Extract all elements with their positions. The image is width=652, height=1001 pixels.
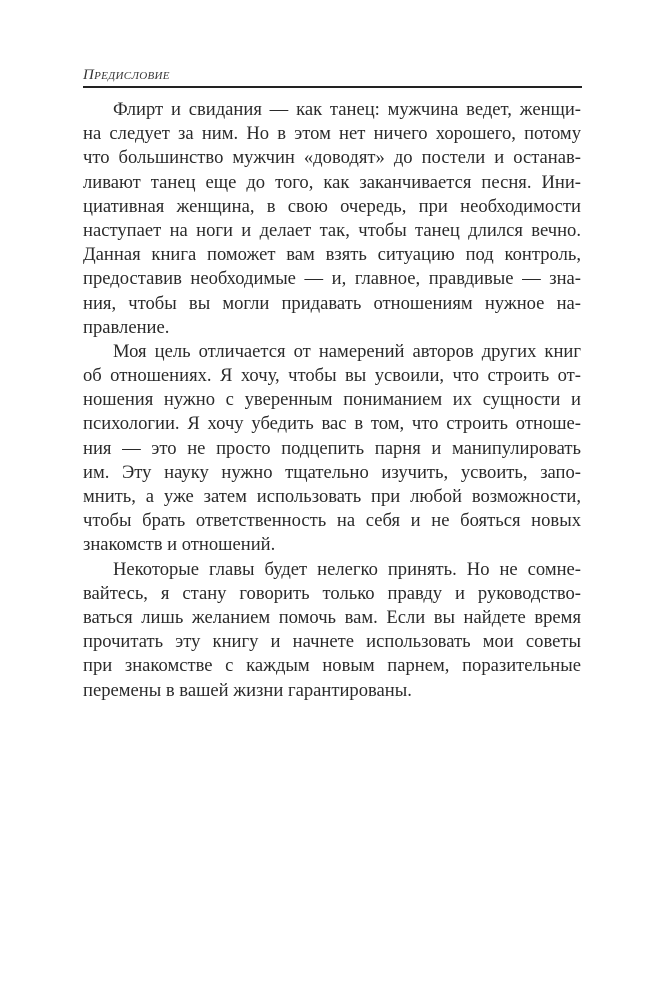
text-line: перемены в вашей жизни гарантированы. [83, 679, 412, 701]
text-line: ния — это не просто подцепить парня и манипулировать [83, 437, 581, 459]
page-body [83, 98, 581, 703]
text-line: на следует за ним. Но в этом нет ничего хорошего, потому [83, 123, 581, 145]
text-line: об отношениях. Я хочу, чтобы вы усвоили, что строить от- [83, 365, 581, 387]
text-line: прочитать эту книгу и начнете использовать мои советы [83, 631, 581, 653]
text-line: ния, чтобы вы могли придавать отношениям нужное на- [83, 292, 581, 314]
text-line: предоставив необходимые — и, главное, правдивые — зна- [83, 268, 581, 290]
text-line: им. Эту науку нужно тщательно изучить, усвоить, запо- [83, 461, 581, 483]
text-line: мнить, а уже затем использовать при любой возможности, [83, 486, 581, 507]
paragraph [83, 340, 581, 558]
text-line: ваться лишь желанием помочь вам. Если вы найдете время [83, 606, 581, 628]
paragraph [83, 98, 581, 340]
text-line: ношения нужно с уверенным пониманием их сущности и [83, 389, 581, 411]
text-line: циативная женщина, в свою очередь, при необходимости [83, 195, 581, 217]
running-title: Предисловие [83, 67, 170, 83]
text-line: правление. [83, 316, 170, 338]
text-line: при знакомстве с каждым новым парнем, поразительные [83, 655, 581, 677]
text-line: Флирт и свидания — как танец: мужчина ведет, женщи- [113, 99, 581, 120]
running-header [83, 64, 582, 88]
text-line: наступает на ноги и делает так, чтобы танец длился вечно. [83, 219, 581, 241]
text-line: чтобы брать ответственность на себя и не бояться новых [83, 510, 581, 532]
text-line: Данная книга поможет вам взять ситуацию под контроль, [83, 244, 581, 266]
text-line: знакомств и отношений. [83, 534, 276, 556]
text-line: что большинство мужчин «доводят» до постели и останав- [83, 147, 581, 169]
text-line: психологии. Я хочу убедить вас в том, что строить отноше- [83, 413, 581, 435]
text-line: Моя цель отличается от намерений авторов других книг [113, 340, 581, 362]
text-line: Некоторые главы будет нелегко принять. Но не сомне- [113, 558, 581, 580]
text-line: ливают танец еще до того, как заканчивается песня. Ини- [83, 171, 581, 193]
text-line: вайтесь, я стану говорить только правду и руководство- [83, 582, 581, 604]
paragraph [83, 558, 581, 703]
